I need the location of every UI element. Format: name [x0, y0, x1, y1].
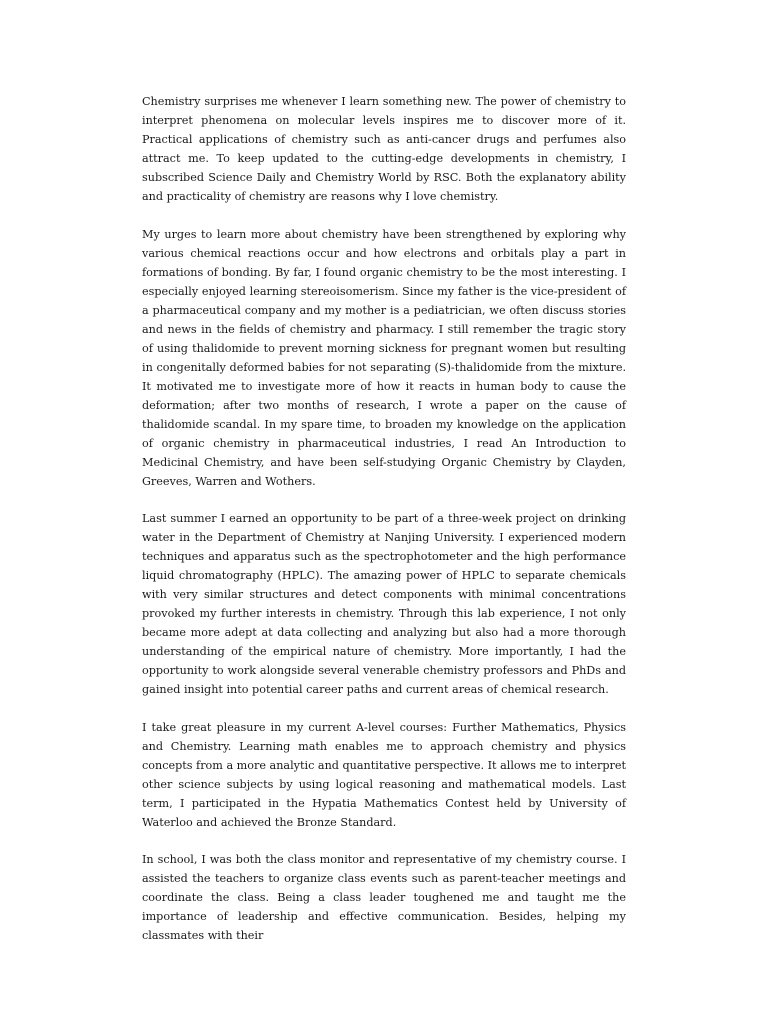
paragraph-summer-project: Last summer I earned an opportunity to be part of a three-week project on drinking water in the Department of Chemistry at Nanjing University. I experienced modern techniques and apparatus such as the spectrophotometer and the high performance liquid chromatography (HPLC). The amazing power of HPLC to separate chemicals with very similar structures and detect components with minimal concentrations provoked my further interests in chemistry. Through this lab experience, I not only became more adept at data collecting and analyzing but also had a more thorough understanding of the empirical nature of chemistry. More importantly, I had the opportunity to work alongside several venerable chemistry professors and PhDs and gained insight into potential career paths and current areas of chemical research.: [142, 512, 626, 696]
paragraph-intro: Chemistry surprises me whenever I learn something new. The power of chemistry to interpret phenomena on molecular levels inspires me to discover more of it. Practical applications of chemistry such as anti-cancer drugs and perfumes also attract me. To keep updated to the cutting-edge developments in chemistry, I subscribed Science Daily and Chemistry World by RSC. Both the explanatory ability and practicality of chemistry are reasons why I love chemistry.: [142, 95, 626, 203]
paragraph-school-leadership: In school, I was both the class monitor and representative of my chemistry course. I assisted the teachers to organize class events such as parent-teacher meetings and coordinate the class. Being a class leader toughened me and taught me the importance of leadership and effective communication. Besides, helping my classmates with their: [142, 853, 626, 942]
paragraph-a-level-courses: I take great pleasure in my current A-level courses: Further Mathematics, Physics and Chemistry. Learning math enables me to approach chemistry and physics concepts from a more analytic and quantitative perspective. It allows me to interpret other science subjects by using logical reasoning and mathematical models. Last term, I participated in the Hypatia Mathematics Contest held by University of Waterloo and achieved the Bronze Standard.: [142, 720, 626, 829]
paragraph-organic-chemistry: My urges to learn more about chemistry have been strengthened by exploring why various chemical reactions occur and how electrons and orbitals play a part in formations of bonding. By far, I found organic chemistry to be the most interesting. I especially enjoyed learning stereoisomerism. Since my father is the vice-president of a pharmaceutical company and my mother is a pediatrician, we often discuss stories and news in the fields of chemistry and pharmacy. I still remember the tragic story of using thalidomide to prevent morning sickness for pregnant women but resulting in congenitally deformed babies for not separating (S)-thalidomide from the mixture. It motivated me to investigate more of how it reacts in human body to cause the deformation; after two months of research, I wrote a paper on the cause of thalidomide scandal. In my spare time, to broaden my knowledge on the application of organic chemistry in pharmaceutical industries, I read An Introduction to Medicinal Chemistry, and have been self-studying Organic Chemistry by Clayden, Greeves, Warren and Wothers.: [142, 227, 626, 488]
document-body: [142, 92, 626, 964]
